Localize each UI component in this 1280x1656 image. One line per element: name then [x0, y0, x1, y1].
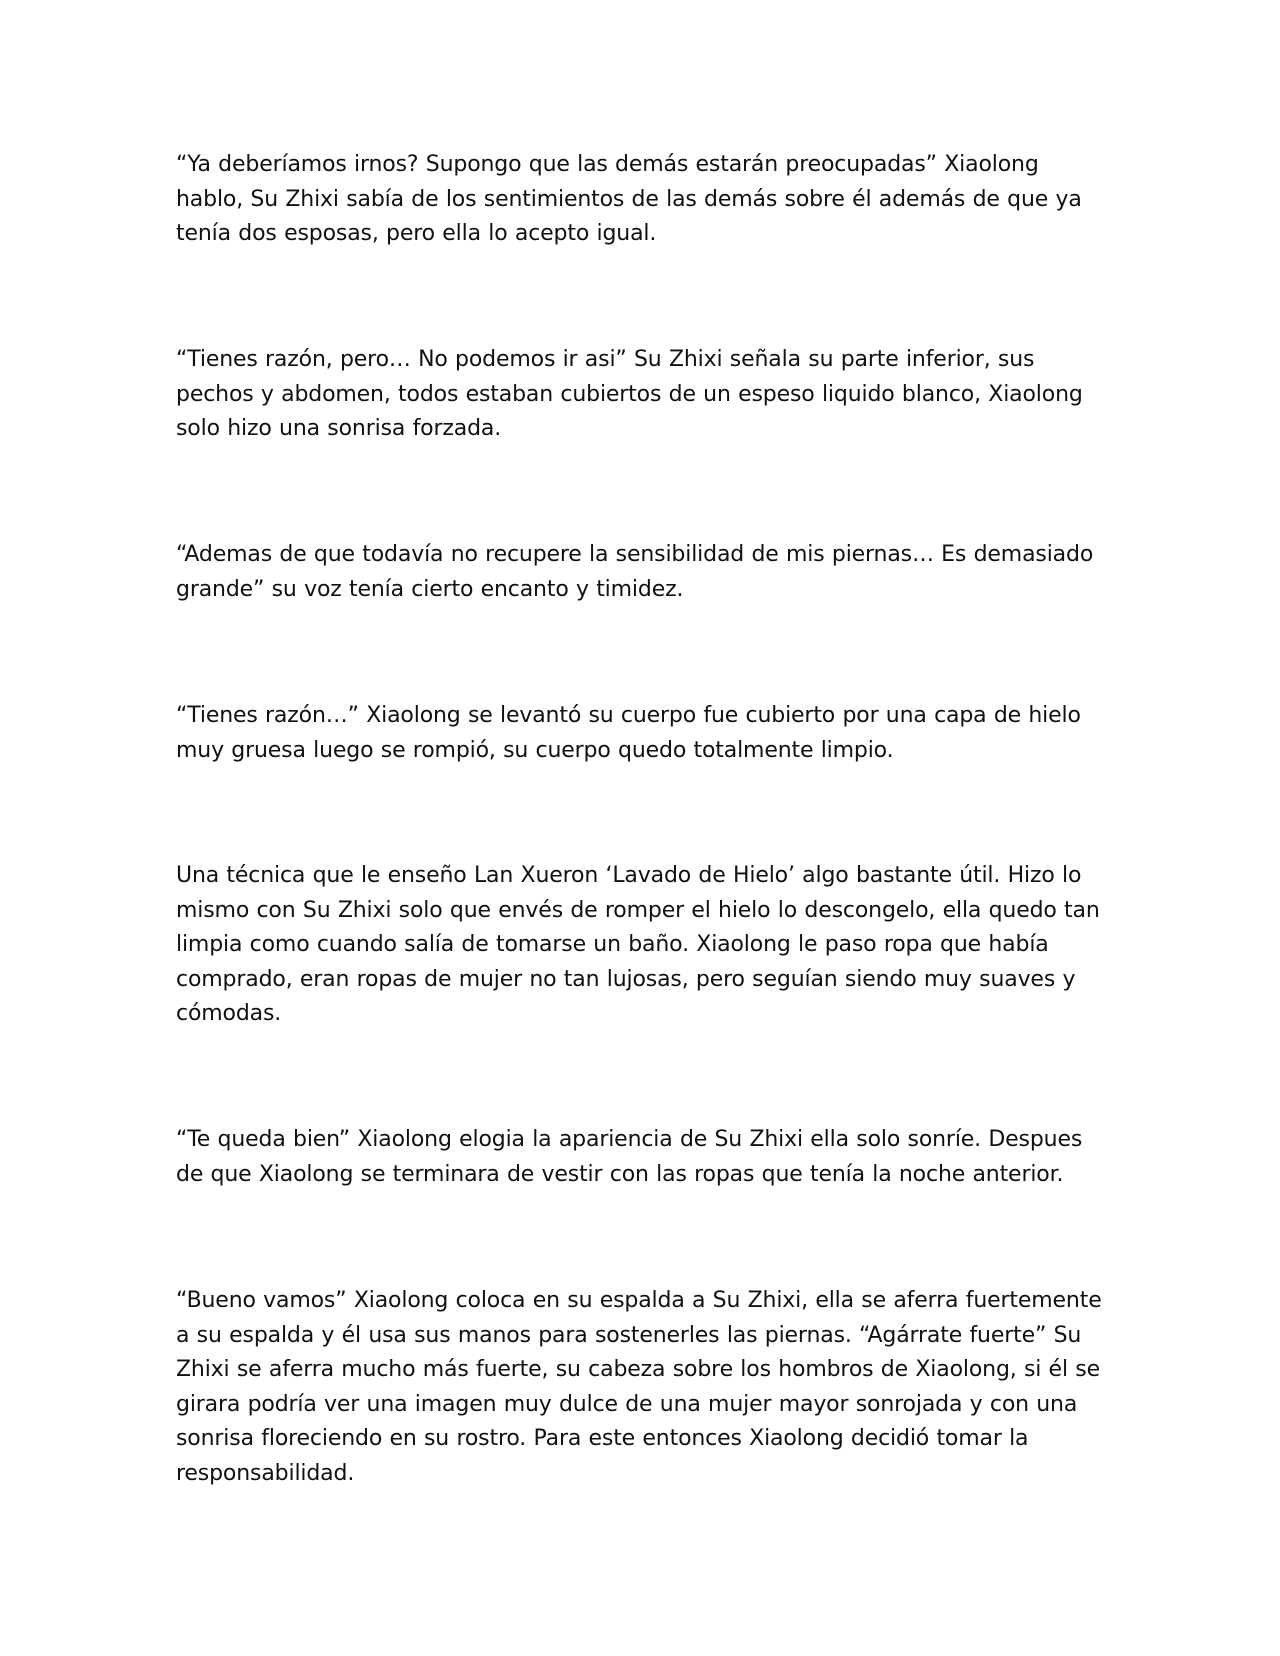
paragraph-5: Una técnica que le enseño Lan Xueron ‘Lavado de Hielo’ algo bastante útil. Hizo lo mismo con Su Zhixi solo que envés de romper el hielo lo descongelo, ella quedo tan limpia como cuando salía de tomarse un baño. Xiaolong le paso ropa que había comprado, eran ropas de mujer no tan lujosas, pero seguían siendo muy suaves y cómodas.	[176, 863, 1100, 1026]
paragraph-2: “Tienes razón, pero… No podemos ir asi” Su Zhixi señala su parte inferior, sus pechos y abdomen, todos estaban cubiertos de un espeso liquido blanco, Xiaolong solo hizo una sonrisa forzada.	[176, 347, 1083, 441]
paragraph-1: “Ya deberíamos irnos? Supongo que las demás estarán preocupadas” Xiaolong hablo, Su Zhixi sabía de los sentimientos de las demás sobre él además de que ya tenía dos esposas, pero ella lo acepto igual.	[176, 152, 1082, 246]
paragraph-4: “Tienes razón…” Xiaolong se levantó su cuerpo fue cubierto por una capa de hielo muy gruesa luego se rompió, su cuerpo quedo totalmente limpio.	[176, 703, 1081, 763]
paragraph-7: “Bueno vamos” Xiaolong coloca en su espalda a Su Zhixi, ella se aferra fuertemente a su espalda y él usa sus manos para sostenerles las piernas. “Agárrate fuerte” Su Zhixi se aferra mucho más fuerte, su cabeza sobre los hombros de Xiaolong, si él se girara podría ver una imagen muy dulce de una mujer mayor sonrojada y con una sonrisa floreciendo en su rostro. Para este entonces Xiaolong decidió tomar la responsabilidad.	[176, 1288, 1102, 1486]
paragraph-6: “Te queda bien” Xiaolong elogia la apariencia de Su Zhixi ella solo sonríe. Despues de que Xiaolong se terminara de vestir con las ropas que tenía la noche anterior.	[176, 1127, 1083, 1187]
paragraph-3: “Ademas de que todavía no recupere la sensibilidad de mis piernas… Es demasiado grande” su voz tenía cierto encanto y timidez.	[176, 542, 1094, 602]
